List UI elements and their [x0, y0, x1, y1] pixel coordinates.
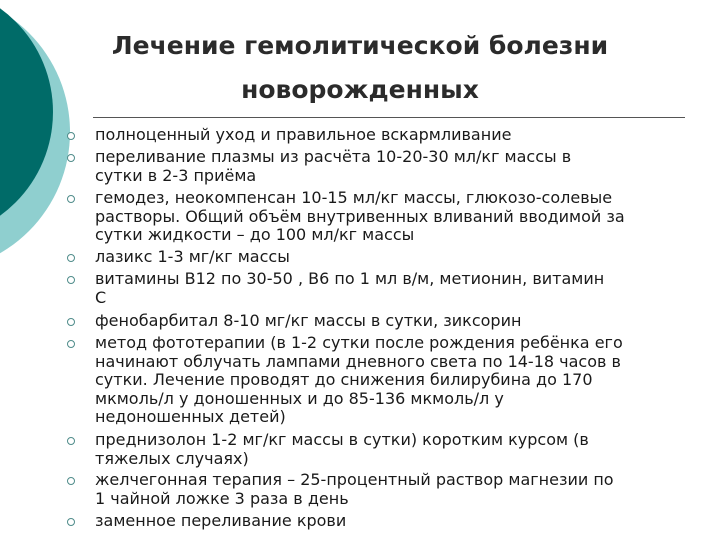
item-text-line: 1 чайной ложке 3 раза в день	[95, 488, 349, 508]
bullet-circle-icon	[67, 154, 75, 162]
bullet-circle-icon	[67, 132, 75, 140]
item-text-line: сутки в 2-3 приёма	[95, 165, 257, 185]
list-item	[95, 126, 717, 145]
bullet-circle-icon	[67, 276, 75, 284]
item-text-line: гемодез, неокомпенсан 10-15 мл/кг массы, глюкозо-солевые	[95, 188, 613, 207]
item-text-line: недоношенных детей)	[95, 407, 286, 427]
item-text-line: фенобарбитал 8-10 мг/кг массы в сутки, зиксорин	[95, 311, 522, 330]
item-text-line: метод фототерапии (в 1-2 сутки после рождения ребёнка его	[95, 333, 623, 352]
item-text-line: мкмоль/л у доношенных и до 85-136 мкмоль/л у	[95, 388, 504, 408]
bullet-circle-icon	[67, 195, 75, 203]
list-item	[95, 431, 717, 468]
item-text-line: С	[95, 287, 107, 307]
item-text-line: заменное переливание крови	[95, 511, 347, 530]
bullet-circle-icon	[67, 318, 75, 326]
list-item	[95, 248, 717, 267]
item-text-line: тяжелых случаях)	[95, 448, 249, 468]
item-text-line: растворы. Общий объём внутривенных вливаний вводимой за	[95, 206, 625, 226]
item-text-line: начинают облучать лампами дневного света по 14-18 часов в	[95, 351, 621, 371]
list-item	[95, 471, 717, 508]
item-text-line: лазикс 1-3 мг/кг массы	[95, 247, 290, 266]
list-item	[95, 512, 717, 531]
item-text-line: переливание плазмы из расчёта 10-20-30 мл/кг массы в	[95, 147, 572, 166]
slide-title-line-1: Лечение гемолитической болезни	[111, 31, 609, 60]
item-text-line: сутки жидкости – до 100 мл/кг массы	[95, 225, 415, 245]
item-text-line: желчегонная терапия – 25-процентный раствор магнезии по	[95, 470, 614, 489]
bullet-circle-icon	[67, 437, 75, 445]
list-item	[95, 312, 717, 331]
item-text-line: витамины В12 по 30-50 , В6 по 1 мл в/м, метионин, витамин	[95, 269, 605, 288]
list-item	[95, 148, 717, 185]
list-item	[95, 189, 717, 245]
list-item	[95, 334, 717, 427]
slide-title-line-2: новорожденных	[241, 75, 479, 104]
list-item	[95, 270, 717, 307]
item-text-line: полноценный уход и правильное вскармливание	[95, 125, 512, 144]
bullet-circle-icon	[67, 518, 75, 526]
item-text-line: сутки. Лечение проводят до снижения билирубина до 170	[95, 370, 593, 390]
item-text-line: преднизолон 1-2 мг/кг массы в сутки) коротким курсом (в	[95, 430, 589, 449]
bullet-circle-icon	[67, 340, 75, 348]
bullet-circle-icon	[67, 254, 75, 262]
bullet-circle-icon	[67, 477, 75, 485]
